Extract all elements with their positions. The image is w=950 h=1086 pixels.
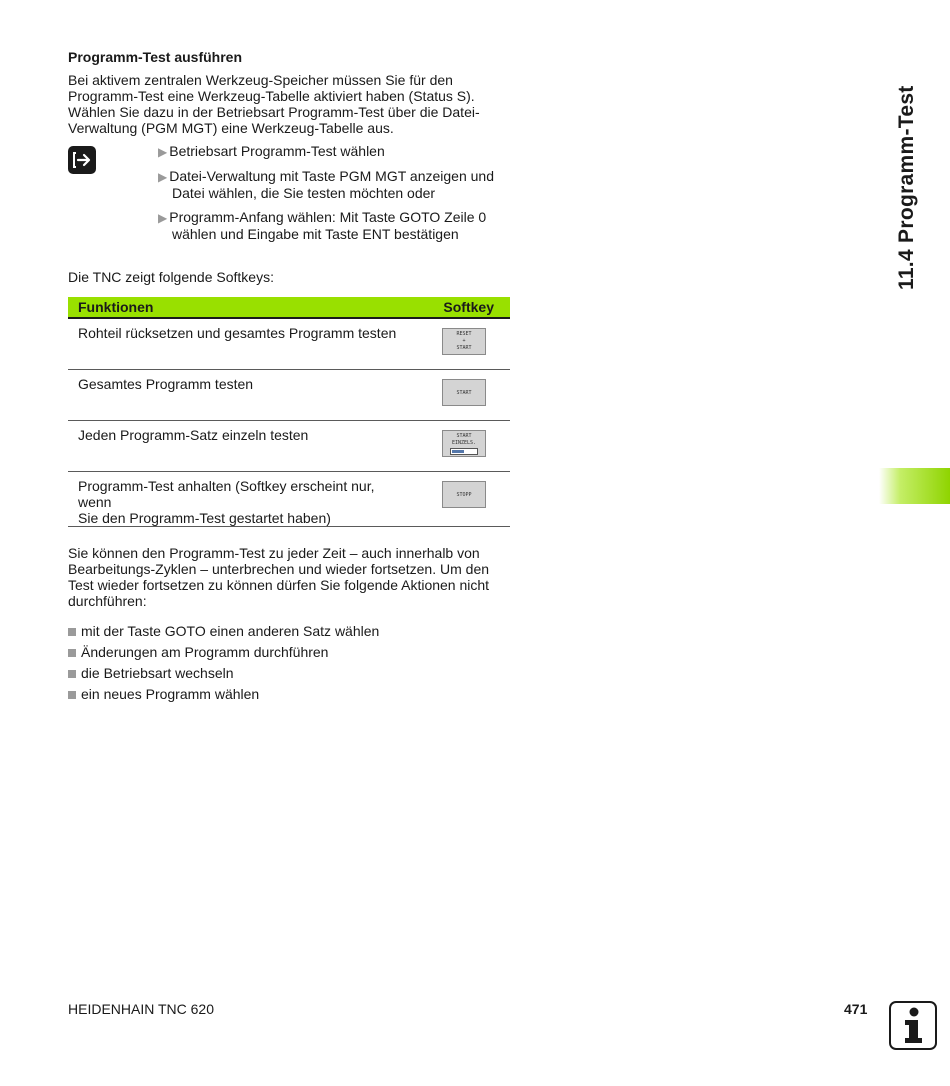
- function-text: Jeden Programm-Satz einzeln testen: [78, 427, 309, 443]
- interrupt-line: Bearbeitungs-Zyklen – unterbrechen und wieder fortsetzen. Um den: [68, 561, 490, 577]
- softkey-cell: [420, 421, 510, 472]
- procedure-steps: [68, 143, 513, 261]
- softkey-label: +: [462, 338, 466, 344]
- table-row: [68, 421, 510, 472]
- chapter-tab-marker: [879, 468, 950, 504]
- step-text: Programm-Anfang wählen: Mit Taste GOTO Zeile 0: [169, 209, 487, 225]
- step-arrow-icon: ▶: [158, 170, 168, 184]
- softkey-cell: [420, 472, 510, 527]
- function-text: Gesamtes Programm testen: [78, 376, 254, 392]
- start-softkey[interactable]: [442, 379, 486, 406]
- step-1: [158, 143, 518, 160]
- table-row: [68, 318, 510, 370]
- bullet-square-icon: [68, 670, 76, 678]
- list-item-text: mit der Taste GOTO einen anderen Satz wählen: [81, 623, 380, 639]
- softkey-label: START: [456, 390, 472, 396]
- step-text-continued: Datei wählen, die Sie testen möchten oder: [172, 185, 436, 201]
- list-item: [68, 623, 513, 644]
- intro-line: Wählen Sie dazu in der Betriebsart Programm-Test über die Datei-: [68, 104, 480, 120]
- bullet-square-icon: [68, 691, 76, 699]
- list-item: [68, 686, 513, 707]
- bullet-square-icon: [68, 628, 76, 636]
- function-cell: [68, 318, 420, 370]
- section-heading: Programm-Test ausführen: [68, 49, 242, 65]
- softkey-label: STOPP: [456, 492, 472, 498]
- function-cell: [68, 472, 420, 527]
- softkey-label: START: [456, 345, 472, 351]
- softkey-table: [68, 297, 510, 527]
- softkey-label: EINZELS.: [451, 440, 477, 446]
- intro-line: Bei aktivem zentralen Werkzeug-Speicher müssen Sie für den: [68, 72, 453, 88]
- single-block-bar-icon: [450, 448, 478, 455]
- list-item-text: die Betriebsart wechseln: [81, 665, 234, 681]
- step-text: Datei-Verwaltung mit Taste PGM MGT anzeigen und: [169, 168, 494, 184]
- function-text: Rohteil rücksetzen und gesamtes Programm testen: [78, 325, 397, 341]
- table-row: [68, 370, 510, 421]
- softkey-cell: [420, 318, 510, 370]
- table-header-row: [68, 297, 510, 318]
- intro-paragraph: [68, 72, 513, 136]
- info-icon: [889, 1001, 937, 1050]
- forbidden-actions-list: [68, 623, 513, 707]
- function-cell: [68, 421, 420, 472]
- column-header-functions: Funktionen: [68, 297, 420, 318]
- function-cell: [68, 370, 420, 421]
- interrupt-line: Sie können den Programm-Test zu jeder Zeit – auch innerhalb von: [68, 545, 480, 561]
- reset-start-softkey[interactable]: [442, 328, 486, 355]
- page-number: 471: [844, 1001, 868, 1017]
- function-text-continued: Sie den Programm-Test gestartet haben): [78, 510, 331, 526]
- interrupt-line: Test wieder fortsetzen zu können dürfen Sie folgende Aktionen nicht: [68, 577, 490, 593]
- stop-softkey[interactable]: [442, 481, 486, 508]
- intro-line: Programm-Test eine Werkzeug-Tabelle aktiviert haben (Status S).: [68, 88, 475, 104]
- step-3: [158, 209, 518, 242]
- column-header-softkey: Softkey: [420, 297, 510, 318]
- list-item-text: ein neues Programm wählen: [81, 686, 260, 702]
- program-test-mode-key-icon: [68, 146, 96, 174]
- step-arrow-icon: ▶: [158, 211, 168, 225]
- softkey-label: RESET: [456, 331, 472, 337]
- table-row: [68, 472, 510, 527]
- list-item: [68, 644, 513, 665]
- function-text: Programm-Test anhalten (Softkey erscheint nur, wenn: [78, 478, 375, 510]
- list-item-text: Änderungen am Programm durchführen: [81, 644, 329, 660]
- step-arrow-icon: ▶: [158, 145, 168, 159]
- footer-manual-name: HEIDENHAIN TNC 620: [68, 1001, 215, 1017]
- softkey-label: START: [456, 433, 472, 439]
- page-content: [68, 48, 513, 707]
- intro-line: Verwaltung (PGM MGT) eine Werkzeug-Tabelle aus.: [68, 120, 394, 136]
- interrupt-paragraph: [68, 545, 513, 609]
- step-text-continued: wählen und Eingabe mit Taste ENT bestätigen: [172, 226, 459, 242]
- chapter-side-title: 11.4 Programm-Test: [895, 85, 918, 290]
- start-single-block-softkey[interactable]: [442, 430, 486, 457]
- bullet-square-icon: [68, 649, 76, 657]
- list-item: [68, 665, 513, 686]
- step-2: [158, 168, 518, 201]
- interrupt-line: durchführen:: [68, 593, 147, 609]
- softkey-cell: [420, 370, 510, 421]
- softkeys-intro: Die TNC zeigt folgende Softkeys:: [68, 269, 274, 285]
- step-text: Betriebsart Programm-Test wählen: [169, 143, 385, 159]
